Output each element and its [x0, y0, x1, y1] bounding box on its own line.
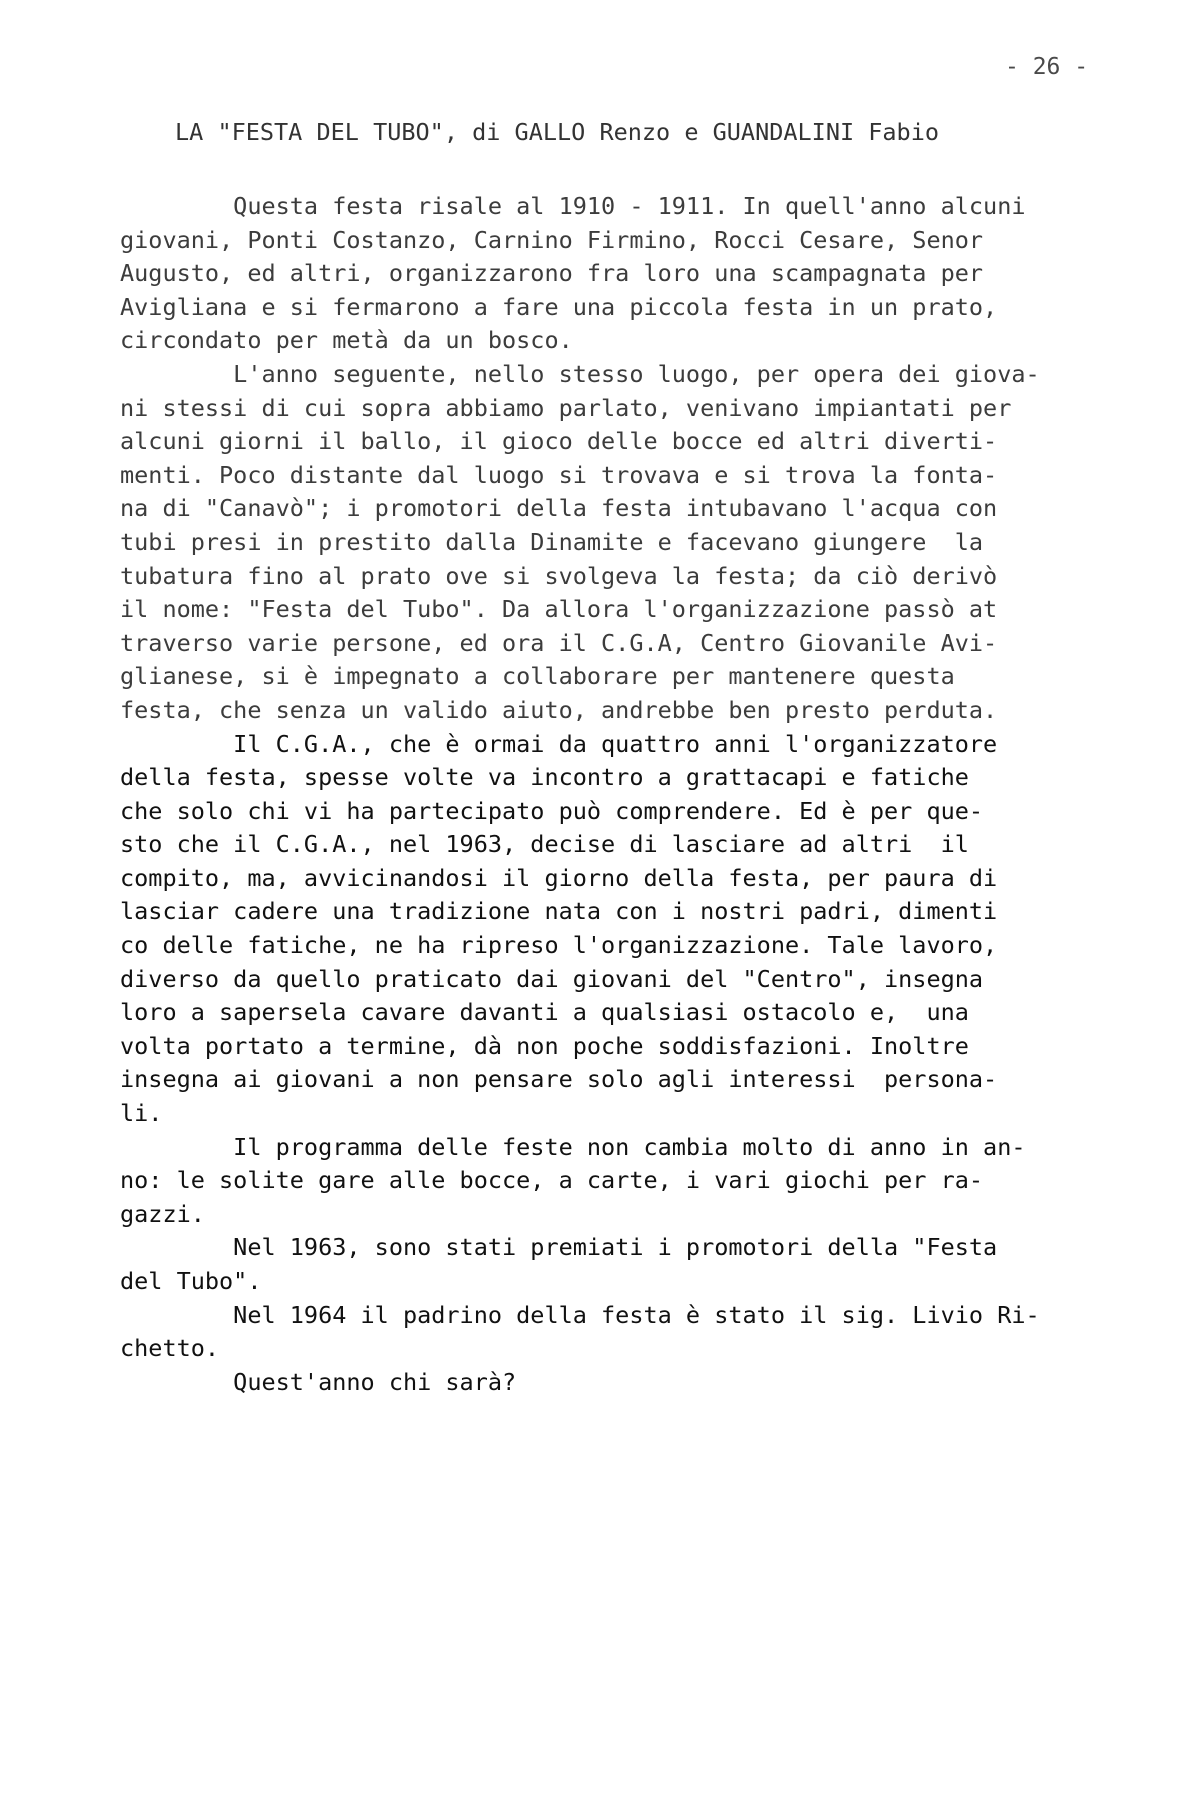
- text-line: alcuni giorni il ballo, il gioco delle bocce ed altri diverti-: [120, 427, 998, 456]
- text-line: che solo chi vi ha partecipato può comprendere. Ed è per que-: [120, 796, 984, 825]
- text-line: sto che il C.G.A., nel 1963, decise di lasciare ad altri il: [120, 830, 969, 859]
- text-line: Il C.G.A., che è ormai da quattro anni l'organizzatore: [120, 729, 998, 758]
- text-line: co delle fatiche, ne ha ripreso l'organizzazione. Tale lavoro,: [120, 931, 998, 960]
- text-line: menti. Poco distante dal luogo si trovava e si trova la fonta-: [120, 460, 998, 489]
- text-line: della festa, spesse volte va incontro a grattacapi e fatiche: [120, 763, 969, 792]
- text-line: Augusto, ed altri, organizzarono fra loro una scampagnata per: [120, 259, 984, 288]
- text-line: tubi presi in prestito dalla Dinamite e facevano giungere la: [120, 527, 984, 556]
- text-line: no: le solite gare alle bocce, a carte, i vari giochi per ra-: [120, 1166, 984, 1195]
- text-line: festa, che senza un valido aiuto, andrebbe ben presto perduta.: [120, 695, 998, 724]
- text-line: giovani, Ponti Costanzo, Carnino Firmino, Rocci Cesare, Senor: [120, 225, 984, 254]
- text-line: Nel 1963, sono stati premiati i promotori della "Festa: [120, 1233, 998, 1262]
- text-line: diverso da quello praticato dai giovani del "Centro", insegna: [120, 964, 984, 993]
- article-body: [120, 190, 1100, 1399]
- text-line: tubatura fino al prato ove si svolgeva la festa; da ciò derivò: [120, 561, 998, 590]
- text-line: Quest'anno chi sarà?: [120, 1367, 517, 1396]
- text-line: Il programma delle feste non cambia molto di anno in an-: [120, 1132, 1026, 1161]
- text-line: chetto.: [120, 1334, 220, 1363]
- text-line: lasciar cadere una tradizione nata con i nostri padri, dimenti: [120, 897, 998, 926]
- text-line: loro a sapersela cavare davanti a qualsiasi ostacolo e, una: [120, 998, 969, 1027]
- text-line: L'anno seguente, nello stesso luogo, per opera dei giova-: [120, 359, 1040, 388]
- text-line: Nel 1964 il padrino della festa è stato il sig. Livio Ri-: [120, 1300, 1040, 1329]
- text-line: il nome: "Festa del Tubo". Da allora l'organizzazione passò at: [120, 595, 998, 624]
- article-title: LA "FESTA DEL TUBO", di GALLO Renzo e GUANDALINI Fabio: [175, 118, 940, 146]
- text-line: volta portato a termine, dà non poche soddisfazioni. Inoltre: [120, 1031, 969, 1060]
- text-line: li.: [120, 1099, 163, 1128]
- text-line: circondato per metà da un bosco.: [120, 326, 573, 355]
- text-line: na di "Canavò"; i promotori della festa intubavano l'acqua con: [120, 494, 998, 523]
- text-line: del Tubo".: [120, 1267, 262, 1295]
- text-line: compito, ma, avvicinandosi il giorno della festa, per paura di: [120, 863, 998, 892]
- text-line: gazzi.: [120, 1199, 205, 1228]
- text-line: insegna ai giovani a non pensare solo agli interessi persona-: [120, 1065, 998, 1094]
- text-line: Avigliana e si fermarono a fare una piccola festa in un prato,: [120, 292, 998, 321]
- page-number: - 26 -: [1005, 54, 1089, 80]
- text-line: traverso varie persone, ed ora il C.G.A, Centro Giovanile Avi-: [120, 628, 998, 657]
- text-line: ni stessi di cui sopra abbiamo parlato, venivano impiantati per: [120, 393, 1012, 422]
- text-line: glianese, si è impegnato a collaborare per mantenere questa: [120, 662, 955, 691]
- text-line: Questa festa risale al 1910 - 1911. In quell'anno alcuni: [120, 192, 1026, 220]
